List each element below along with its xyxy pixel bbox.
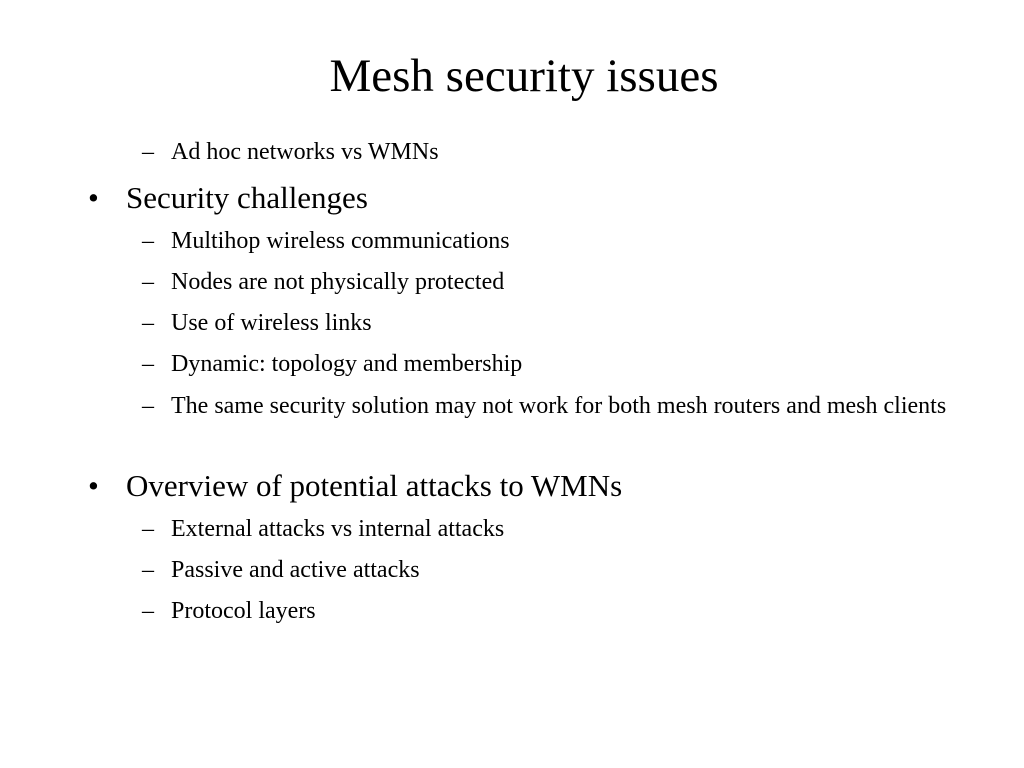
bullet-marker: • xyxy=(88,468,99,503)
sub-bullet-text: Dynamic: topology and membership xyxy=(171,351,523,377)
dash-marker: – xyxy=(142,269,154,295)
sub-bullet-text: Use of wireless links xyxy=(171,310,372,336)
sub-bullet-text: Nodes are not physically protected xyxy=(171,269,505,295)
dash-marker: – xyxy=(142,228,154,254)
bullet-text: Security challenges xyxy=(126,180,368,215)
dash-marker: – xyxy=(142,598,154,624)
sub-bullet-text: External attacks vs internal attacks xyxy=(171,516,505,542)
dash-marker: – xyxy=(142,393,154,419)
sub-bullet-text: Ad hoc networks vs WMNs xyxy=(171,139,439,165)
sub-bullet-text: Multihop wireless communications xyxy=(171,228,510,254)
bullet-marker: • xyxy=(88,180,99,215)
sub-bullet-text: Passive and active attacks xyxy=(171,557,420,583)
sub-bullet-text: The same security solution may not work for both mesh routers and mesh clients xyxy=(171,393,947,419)
sub-bullet-text: Protocol layers xyxy=(171,598,316,624)
dash-marker: – xyxy=(142,557,154,583)
dash-marker: – xyxy=(142,351,154,377)
dash-marker: – xyxy=(142,516,154,542)
bullet-text: Overview of potential attacks to WMNs xyxy=(126,468,623,503)
dash-marker: – xyxy=(142,139,154,165)
dash-marker: – xyxy=(142,310,154,336)
slide-title: Mesh security issues xyxy=(329,50,719,102)
